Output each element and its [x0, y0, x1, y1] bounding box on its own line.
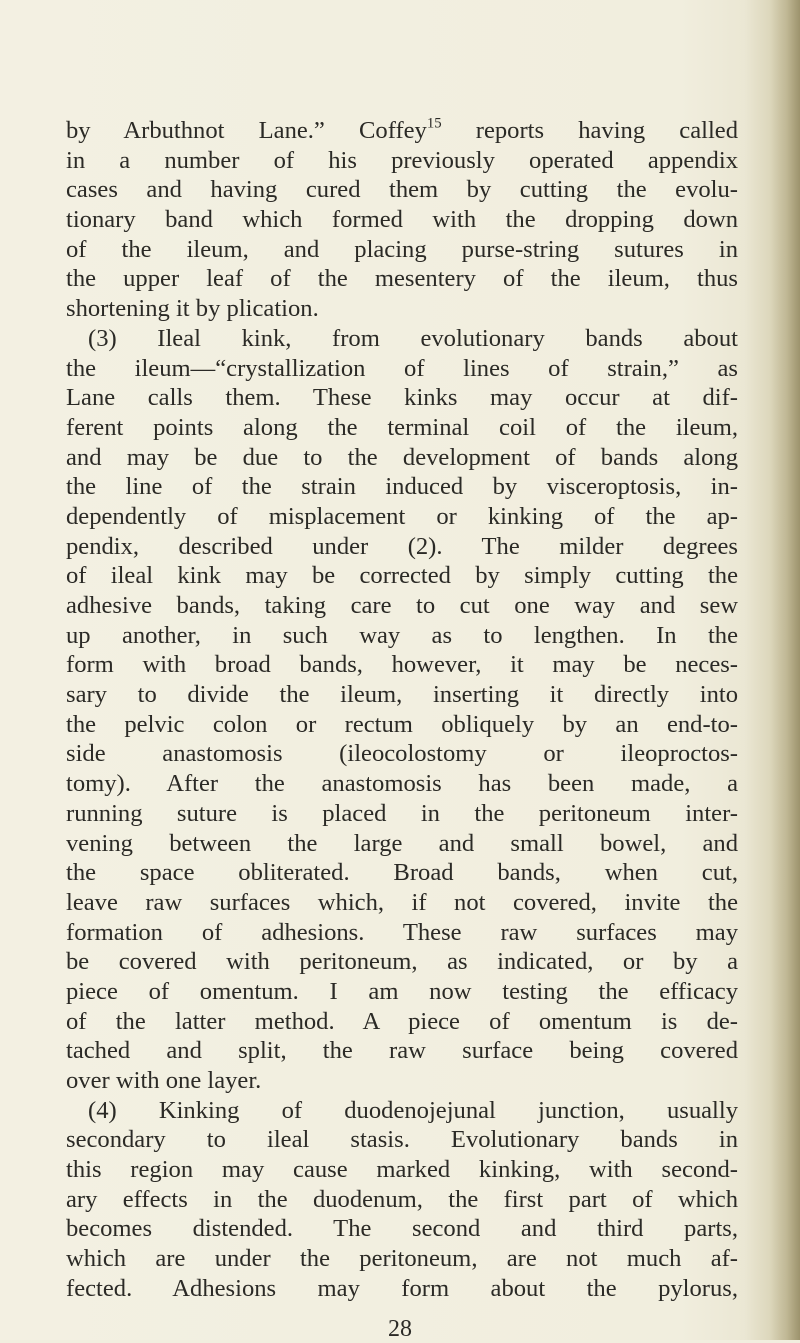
paragraph-end-line: over with one layer. — [66, 1067, 262, 1094]
paragraph-end-line: shortening it by plication. — [66, 295, 319, 323]
text-line: adhesive bands, taking care to cut one way and sew — [66, 592, 738, 619]
text-line: cases and having cured them by cutting the evolu- — [66, 176, 738, 204]
text-line: the upper leaf of the mesentery of the ileum, thus — [66, 265, 738, 293]
footnote-reference: 15 — [426, 115, 442, 132]
text-line: of ileal kink may be corrected by simply cutting the — [66, 562, 738, 590]
text-line: tionary band which formed with the dropping down — [66, 206, 738, 234]
text-line: in a number of his previously operated appendix — [66, 146, 738, 174]
text-line: tomy). After the anastomosis has been made, a — [66, 770, 738, 798]
text-line: Lane calls them. These kinks may occur at dif- — [66, 384, 738, 412]
text-line: of the ileum, and placing purse-string sutures in — [66, 235, 738, 263]
text-line: this region may cause marked kinking, with second- — [66, 1156, 738, 1184]
text-line: which are under the peritoneum, are not much af- — [66, 1245, 738, 1273]
paragraph-start-line: (3) Ileal kink, from evolutionary bands about — [88, 324, 738, 352]
text-line: sary to divide the ileum, inserting it directly into — [66, 681, 738, 709]
text-line: tached and split, the raw surface being covered — [66, 1037, 738, 1065]
text-line: secondary to ileal stasis. Evolutionary bands in — [66, 1126, 738, 1154]
text-line: becomes distended. The second and third parts, — [66, 1215, 738, 1243]
paragraph-start-line: (4) Kinking of duodenojejunal junction, usually — [88, 1096, 738, 1124]
text-line: the space obliterated. Broad bands, when cut, — [66, 859, 738, 887]
text-line: of the latter method. A piece of omentum is de- — [66, 1007, 738, 1035]
text-line: the line of the strain induced by visceroptosis, in- — [66, 473, 738, 501]
page-number: 28 — [388, 1316, 412, 1342]
text-line: the pelvic colon or rectum obliquely by an end-to- — [66, 710, 738, 738]
body-text — [66, 116, 738, 1304]
text-line: ary effects in the duodenum, the first part of which — [66, 1185, 738, 1213]
text-line: vening between the large and small bowel, and — [66, 829, 738, 857]
text-line: up another, in such way as to lengthen. In the — [66, 621, 738, 649]
text-line: and may be due to the development of bands along — [66, 443, 738, 471]
text-line: dependently of misplacement or kinking of the ap- — [66, 502, 738, 530]
text-line: ferent points along the terminal coil of the ileum, — [66, 413, 738, 441]
text-line: by Arbuthnot Lane.” Coffey$^{15}$ reports having called — [66, 115, 738, 144]
text-line: be covered with peritoneum, as indicated, or by a — [66, 948, 738, 976]
text-line: form with broad bands, however, it may be neces- — [66, 651, 738, 679]
text-line: fected. Adhesions may form about the pylorus, — [66, 1274, 738, 1302]
page-edge-shadow — [770, 0, 800, 1340]
text-line: leave raw surfaces which, if not covered, invite the — [66, 888, 738, 916]
text-line: formation of adhesions. These raw surfaces may — [66, 918, 738, 946]
text-line: pendix, described under (2). The milder degrees — [66, 532, 738, 560]
text-line: the ileum—“crystallization of lines of strain,” as — [66, 354, 738, 382]
text-line: piece of omentum. I am now testing the efficacy — [66, 977, 738, 1005]
text-line: side anastomosis (ileocolostomy or ileoproctos- — [66, 740, 738, 768]
text-line: running suture is placed in the peritoneum inter- — [66, 799, 738, 827]
